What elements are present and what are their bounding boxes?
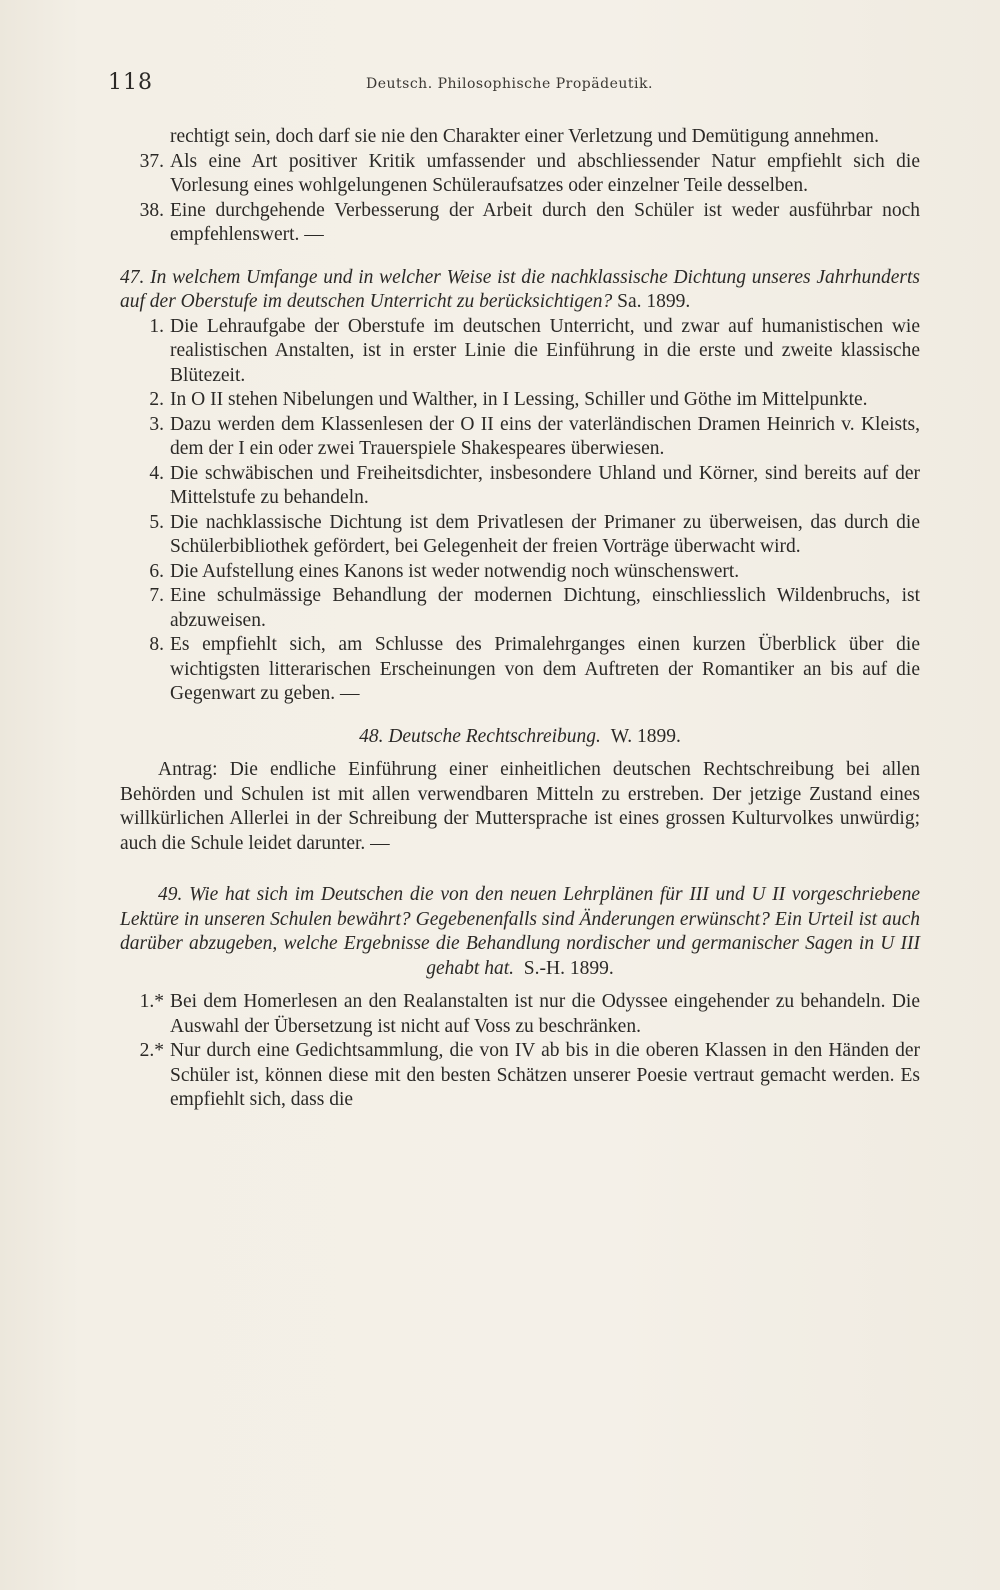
section-title: In welchem Umfange und in welcher Weise ist die nachklassische Dichtung unseres Jahrhunderts auf der Oberstufe im deutschen Unterricht zu berücksichtigen? <box>120 266 921 312</box>
section-number: 49. <box>158 884 183 905</box>
list-item <box>120 462 920 511</box>
item-text: Die schwäbischen und Freiheitsdichter, insbesondere Uhland und Körner, sind bereits auf der Mittelstufe zu behandeln. <box>170 462 920 508</box>
list-item-38 <box>120 199 920 248</box>
item-number: 1. <box>149 315 164 337</box>
item-text: Nur durch eine Gedichtsammlung, die von IV ab bis in die oberen Klassen in den Händen der Schüler ist, können diese mit den besten Schätzen unserer Poesie vertraut gemacht werden. Es empfiehlt sich, dass die <box>170 1040 920 1110</box>
list-item <box>120 584 920 633</box>
item-number: 1.* <box>139 991 164 1012</box>
list-item <box>120 315 920 389</box>
antrag-text: Die endliche Einführung einer einheitlichen deutschen Rechtschreibung bei allen Behörden und Schulen ist mit allen verwendbaren Mitteln zu erstreben. Der jetzige Zustand eines willkürlichen Allerlei in der Schreibung der Muttersprache ist eines grossen Kulturvolkes unwürdig; auch die Schule leidet darunter. — <box>120 759 920 854</box>
item-number: 2. <box>149 389 164 410</box>
page-number: 118 <box>108 70 153 95</box>
list-item <box>120 388 920 413</box>
section-number: 47. <box>120 266 145 288</box>
section-title: Wie hat sich im Deutschen die von den neuen Lehrplänen für III und U II vorgeschriebene Lektüre in unseren Schulen bewährt? Gegebenenfalls sind Änderungen erwünscht? Ein Urteil ist auch darüber abzugeben, welche Ergebnisse die Behandlung nordischer und germanischer Sagen in U III gehabt hat. <box>120 884 920 979</box>
antrag-paragraph <box>120 758 920 856</box>
item-text: Es empfiehlt sich, am Schlusse des Primalehrganges einen kurzen Überblick über die wichtigsten litterarischen Erscheinungen von dem Auftreten der Romantiker an bis auf die Gegenwart zu geben. — <box>170 634 920 704</box>
item-number: 8. <box>149 634 164 655</box>
item-number: 5. <box>149 511 164 533</box>
page-header <box>108 70 908 100</box>
item-number: 6. <box>149 560 164 582</box>
list-item <box>120 413 920 462</box>
item-number: 7. <box>149 585 164 606</box>
page-body <box>120 125 920 1113</box>
item-text: Eine schulmässige Behandlung der modernen Dichtung, einschliesslich Wildenbruchs, ist abzuweisen. <box>170 585 920 631</box>
section-number: 48. <box>359 725 384 747</box>
list-item-37 <box>120 150 920 199</box>
list-item <box>120 990 920 1039</box>
list-item <box>120 633 920 707</box>
continued-paragraph: rechtigt sein, doch darf sie nie den Charakter einer Verletzung und Demütigung annehmen. <box>170 126 879 147</box>
item-number: 4. <box>149 462 164 484</box>
item-text: Als eine Art positiver Kritik umfassender und abschliessender Natur empfiehlt sich die Vorlesung eines wohlgelungenen Schüleraufsatzes oder einzelner Teile desselben. <box>170 150 920 196</box>
list-item <box>120 560 920 585</box>
section-heading-47 <box>120 266 920 315</box>
item-text: Die Lehraufgabe der Oberstufe im deutschen Unterricht, und zwar auf humanistischen wie realistischen Anstalten, ist in erster Linie die Einführung in die erste und zweite klassische Blütezeit. <box>170 315 920 386</box>
item-text: Die Aufstellung eines Kanons ist weder notwendig noch wünschenswert. <box>170 560 740 582</box>
antrag-label: Antrag: <box>158 759 218 780</box>
section-heading-49 <box>120 883 920 981</box>
item-text: Eine durchgehende Verbesserung der Arbeit durch den Schüler ist weder ausführbar noch empfehlenswert. — <box>170 199 920 245</box>
item-number: 3. <box>149 413 164 435</box>
section-title: Deutsche Rechtschreibung. <box>388 725 601 747</box>
section-source: Sa. 1899. <box>617 291 691 312</box>
section-source: S.-H. 1899. <box>523 957 614 979</box>
list-item <box>120 1039 920 1113</box>
running-head: Deutsch. Philosophische Propädeutik. <box>366 76 653 92</box>
item-text: Die nachklassische Dichtung ist dem Privatlesen der Primaner zu überweisen, das durch die Schülerbibliothek gefördert, bei Gelegenheit der freien Vorträge überwacht wird. <box>170 511 920 557</box>
section-source: W. 1899. <box>610 725 681 747</box>
item-number: 37. <box>139 150 164 172</box>
item-text: In O II stehen Nibelungen und Walther, in I Lessing, Schiller und Göthe im Mittelpunkte. <box>170 389 868 410</box>
section-heading-48 <box>120 725 920 750</box>
item-number: 38. <box>139 199 164 221</box>
item-number: 2.* <box>139 1040 164 1061</box>
list-item <box>120 511 920 560</box>
item-text: Dazu werden dem Klassenlesen der O II eins der vaterländischen Dramen Heinrich v. Kleists, dem der I ein oder zwei Trauerspiele Shakespeares überwiesen. <box>170 413 920 459</box>
item-text: Bei dem Homerlesen an den Realanstalten ist nur die Odyssee eingehender zu behandeln. Die Auswahl der Übersetzung ist nicht auf Voss zu beschränken. <box>170 991 920 1037</box>
